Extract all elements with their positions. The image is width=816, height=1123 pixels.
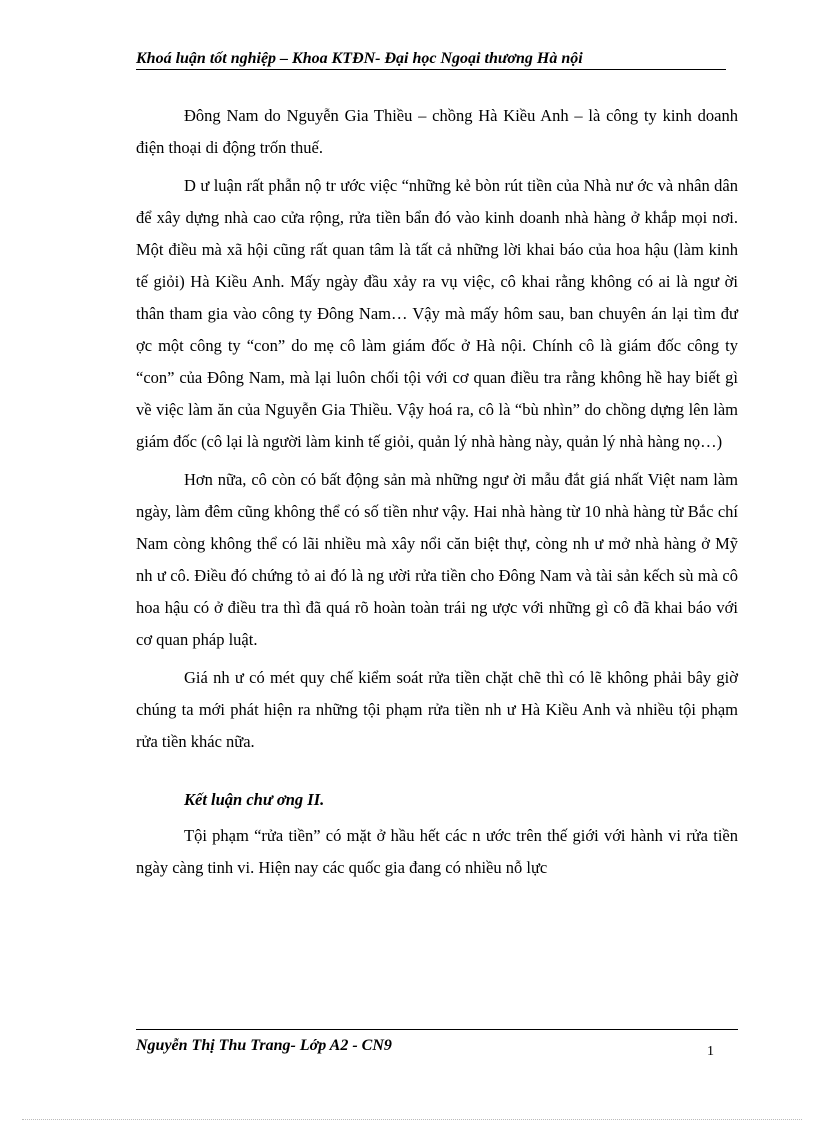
running-header: Khoá luận tốt nghiệp – Khoa KTĐN- Đại học Ngoại thương Hà nội [136,50,726,70]
paragraph-4: Giá nh ư có mét quy chế kiểm soát rửa tiền chặt chẽ thì có lẽ không phải bây giờ chúng ta mới phát hiện ra những tội phạm rửa tiền nh ư Hà Kiều Anh và nhiều tội phạm rửa tiền khác nữa. [136,668,738,751]
running-footer: Nguyễn Thị Thu Trang- Lớp A2 - CN9 [136,1037,392,1054]
document-body [136,100,738,890]
closing-paragraph: Tội phạm “rửa tiền” có mặt ở hầu hết các n ước trên thế giới với hành vi rửa tiền ngày càng tinh vi. Hiện nay các quốc gia đang có nhiều nỗ lực [136,826,738,877]
paragraph-1: Đông Nam do Nguyễn Gia Thiều – chồng Hà Kiều Anh – là công ty kinh doanh điện thoại di động trốn thuế. [136,106,738,157]
section-heading: Kết luận chư ơng II. [184,790,325,809]
footer-divider [136,1029,738,1030]
paragraph-2: D ư luận rất phẫn nộ tr ước việc “những kẻ bòn rút tiền của Nhà nư ớc và nhân dân để xây dựng nhà cao cửa rộng, rửa tiền bẩn đó vào kinh doanh nhà hàng ở khắp mọi nơi. Một điều mà xã hội cũng rất quan tâm là tất cả những lời khai báo của hoa hậu (làm kinh tế giỏi) Hà Kiều Anh. Mấy ngày đầu xảy ra vụ việc, cô khai rằng không có ai là ngư ời thân tham gia vào công ty Đông Nam… Vậy mà mấy hôm sau, ban chuyên án lại tìm đư ợc một công ty “con” do mẹ cô làm giám đốc ở Hà nội. Chính cô là giám đốc công ty “con” của Đông Nam, mà lại luôn chối tội với cơ quan điều tra rằng không hề hay biết gì về việc làm ăn của Nguyễn Gia Thiều. Vậy hoá ra, cô là “bù nhìn” do chồng dựng lên làm giám đốc (cô lại là người làm kinh tế giỏi, quản lý nhà hàng này, quản lý nhà hàng nọ…) [136,176,738,451]
paragraph-3: Hơn nữa, cô còn có bất động sản mà những ngư ời mẫu đắt giá nhất Việt nam làm ngày, làm đêm cũng không thể có số tiền như vậy. Hai nhà hàng từ 10 nhà hàng từ Bắc chí Nam còng không thể có lãi nhiều mà xây nổi căn biệt thự, còng nh ư mở nhà hàng ở Mỹ nh ư cô. Điều đó chứng tỏ ai đó là ng ười rửa tiền cho Đông Nam và tài sản kếch sù mà cô hoa hậu có ở điều tra thì đã quá rõ hoàn toàn trái ng ược với những gì cô đã khai báo với cơ quan pháp luật. [136,470,738,649]
page-number: 1 [707,1044,714,1059]
page-edge-divider [22,1119,802,1120]
